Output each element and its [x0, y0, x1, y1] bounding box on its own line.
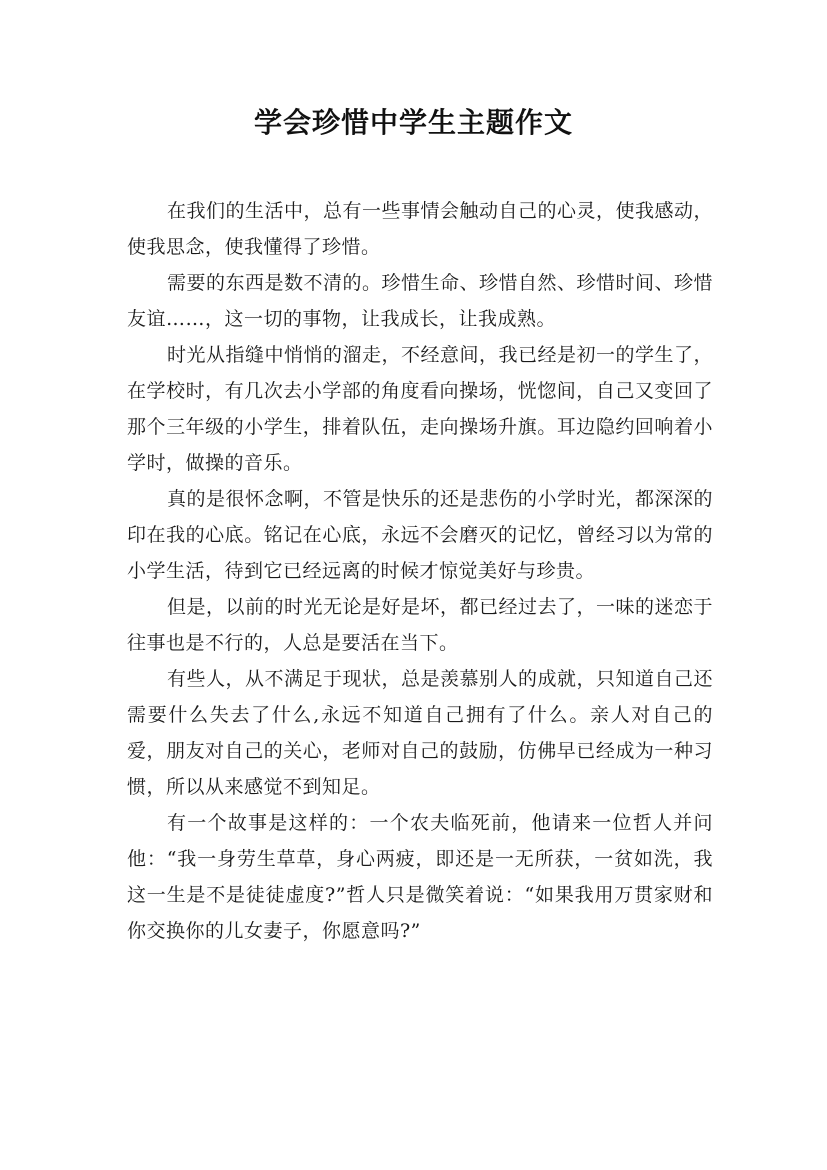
paragraph: 有些人，从不满足于现状，总是羡慕别人的成就，只知道自己还需要什么失去了什么,永远不知道自己拥有了什么。亲人对自己的爱，朋友对自己的关心，老师对自己的鼓励，仿佛早已经成为一种习惯，所以从来感觉不到知足。: [127, 668, 714, 798]
paragraph: 有一个故事是这样的：一个农夫临死前，他请来一位哲人并问他：“我一身劳生草草，身心两疲，即还是一无所获，一贫如洗，我这一生是不是徒徒虚度?”哲人只是微笑着说：“如果我用万贯家财和你交换你的儿女妻子，你愿意吗?”: [127, 812, 713, 942]
paragraph: 在我们的生活中，总有一些事情会触动自己的心灵，使我感动，使我思念，使我懂得了珍惜。: [127, 200, 714, 258]
paragraph: 需要的东西是数不清的。珍惜生命、珍惜自然、珍惜时间、珍惜友谊……，这一切的事物，让我成长，让我成熟。: [127, 272, 714, 330]
document-body: [127, 193, 713, 949]
paragraph: 时光从指缝中悄悄的溜走，不经意间，我已经是初一的学生了，在学校时，有几次去小学部的角度看向操场，恍惚间，自己又变回了那个三年级的小学生，排着队伍，走向操场升旗。耳边隐约回响着小学时，做操的音乐。: [127, 344, 714, 474]
document-title: 学会珍惜中学生主题作文: [253, 106, 573, 139]
paragraph: 但是，以前的时光无论是好是坏，都已经过去了，一味的迷恋于往事也是不行的，人总是要活在当下。: [127, 596, 714, 654]
paragraph: 真的是很怀念啊，不管是快乐的还是悲伤的小学时光，都深深的印在我的心底。铭记在心底，永远不会磨灭的记忆，曾经习以为常的小学生活，待到它已经远离的时候才惊觉美好与珍贵。: [127, 488, 714, 582]
